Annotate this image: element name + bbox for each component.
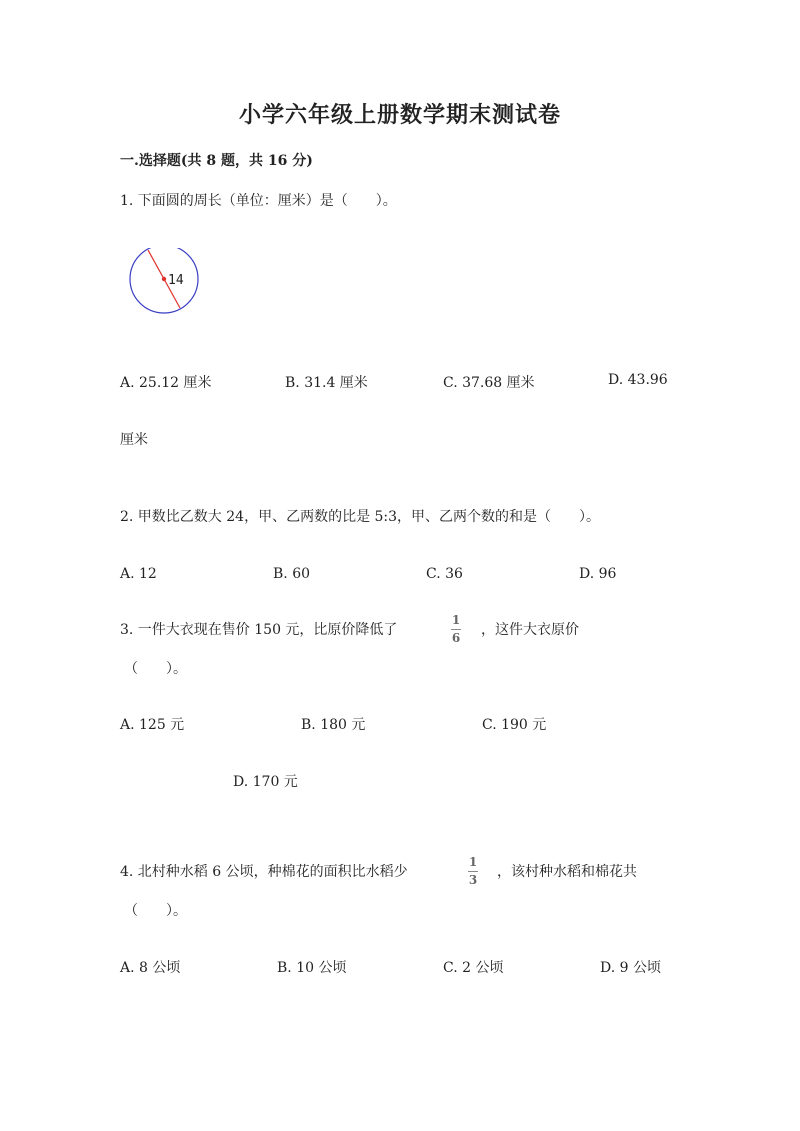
q4-fraction — [468, 856, 478, 887]
q1-option-d[interactable]: D. 43.96 — [608, 372, 668, 388]
q2-option-c[interactable]: C. 36 — [426, 566, 463, 582]
question-2-stem: 2. 甲数比乙数大 24，甲、乙两数的比是 5:3，甲、乙两个数的和是（ ）。 — [120, 509, 601, 525]
q4-option-d[interactable]: D. 9 公顷 — [600, 960, 661, 976]
q1-option-b[interactable]: B. 31.4 厘米 — [285, 375, 368, 391]
q4-option-c[interactable]: C. 2 公顷 — [443, 960, 504, 976]
q2-option-b[interactable]: B. 60 — [273, 566, 311, 582]
circle-diagram — [126, 248, 202, 324]
q4-option-a[interactable]: A. 8 公顷 — [120, 960, 181, 976]
q3-fraction-numerator: 1 — [451, 613, 461, 627]
question-4-stem-tail: ，该村种水稻和棉花共 — [497, 864, 637, 880]
section-heading: 一.选择题(共 8 题，共 16 分) — [120, 153, 313, 169]
question-4-stem: 4. 北村种水稻 6 公顷，种棉花的面积比水稻少 — [120, 864, 408, 880]
q3-option-b[interactable]: B. 180 元 — [301, 717, 366, 733]
question-1-stem: 1. 下面圆的周长（单位：厘米）是（ ）。 — [120, 193, 397, 209]
fraction-bar — [451, 629, 461, 630]
fraction-bar — [468, 871, 478, 872]
q1-option-a[interactable]: A. 25.12 厘米 — [120, 375, 212, 391]
question-3-blank: （ ）。 — [124, 661, 187, 677]
q1-option-c[interactable]: C. 37.68 厘米 — [443, 375, 535, 391]
diameter-label: 14 — [168, 273, 184, 288]
q4-option-b[interactable]: B. 10 公顷 — [277, 960, 347, 976]
q3-option-c[interactable]: C. 190 元 — [482, 717, 547, 733]
page-title: 小学六年级上册数学期末测试卷 — [238, 102, 561, 128]
q1-option-d-wrap: 厘米 — [120, 432, 148, 448]
q3-fraction — [451, 614, 461, 645]
q4-fraction-denominator: 3 — [468, 873, 478, 887]
q3-option-a[interactable]: A. 125 元 — [120, 717, 185, 733]
q2-option-a[interactable]: A. 12 — [120, 566, 157, 582]
q3-fraction-denominator: 6 — [451, 631, 461, 645]
center-point — [162, 277, 166, 281]
q3-option-d[interactable]: D. 170 元 — [233, 774, 298, 790]
q4-fraction-numerator: 1 — [468, 855, 478, 869]
q2-option-d[interactable]: D. 96 — [579, 566, 617, 582]
question-3-stem-tail: ，这件大衣原价 — [481, 622, 579, 638]
question-4-blank: （ ）。 — [124, 903, 187, 919]
question-3-stem: 3. 一件大衣现在售价 150 元，比原价降低了 — [120, 622, 398, 638]
